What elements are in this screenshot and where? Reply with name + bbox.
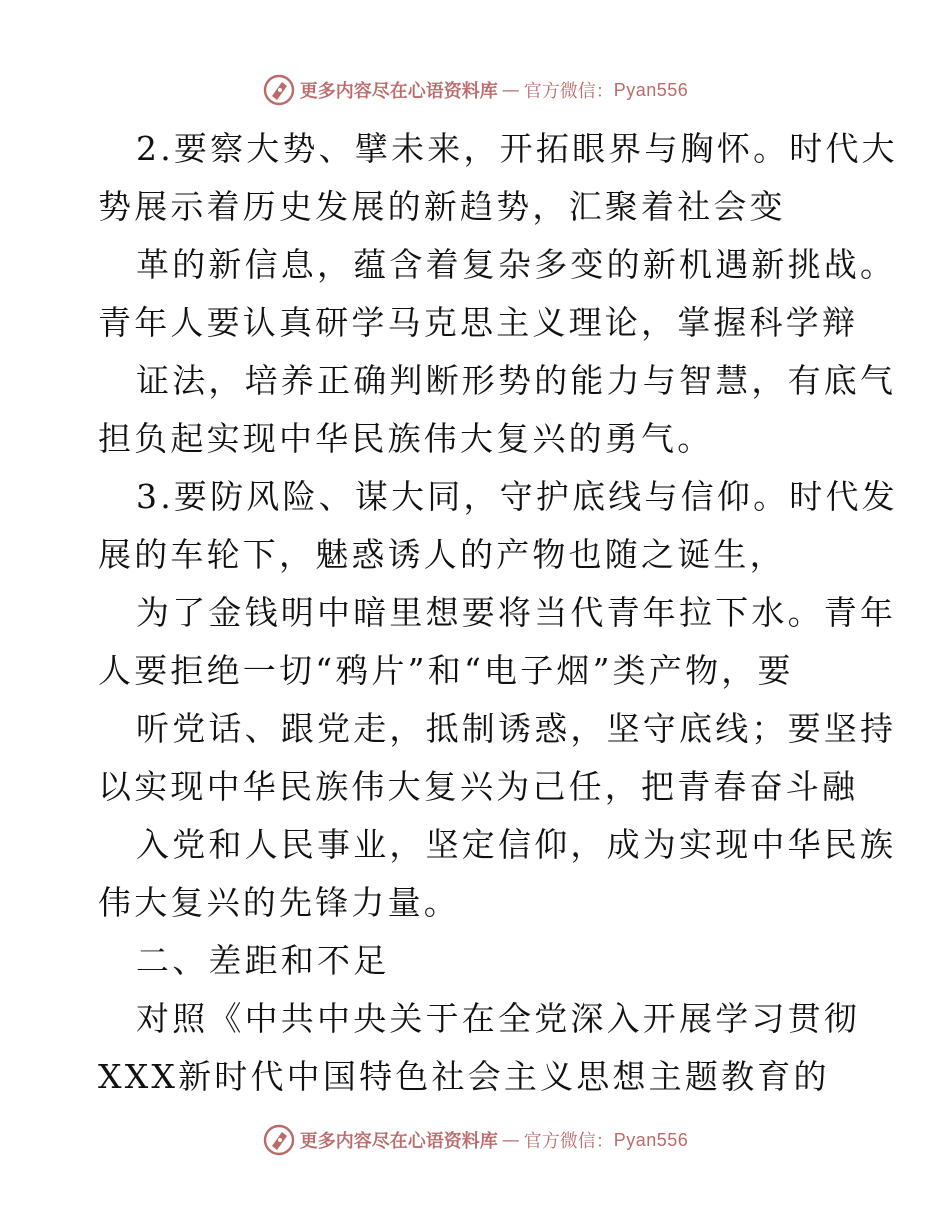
watermark-brand: 更多内容尽在心语资料库 [299,1131,498,1152]
text-line: 入党和人民事业，坚定信仰，成为实现中华民族 [136,825,897,864]
watermark-dash: — [501,1129,520,1151]
watermark-dash: — [501,79,520,101]
text-line: 人要拒绝一切“鸦片”和“电子烟”类产物，要 [98,651,794,690]
text-line: 听党话、跟党走，抵制诱惑，坚守底线；要坚持 [136,709,897,748]
watermark-account: Pyan556 [613,1129,689,1150]
section-heading: 二、差距和不足 [136,941,390,980]
text-line: 势展示着历史发展的新趋势，汇聚着社会变 [98,187,786,226]
text-line: 展的车轮下，魅惑诱人的产物也随之诞生， [98,535,786,574]
text-line: 为了金钱明中暗里想要将当代青年拉下水。青年 [136,593,897,632]
header-watermark [0,70,950,110]
text-line: XXX新时代中国特色社会主义思想主题教育的 [98,1057,830,1096]
document-body [98,120,898,1106]
pen-nib-logo-icon [262,1123,296,1157]
watermark-label: 官方微信： [523,1131,614,1152]
text-line: 证法，培养正确判断形势的能力与智慧，有底气 [136,361,897,400]
text-line: 伟大复兴的先锋力量。 [98,883,460,922]
text-line: 对照《中共中央关于在全党深入开展学习贯彻 [136,999,860,1038]
text-line: 以实现中华民族伟大复兴为己任，把青春奋斗融 [98,767,859,806]
text-line: 青年人要认真研学马克思主义理论，掌握科学辩 [98,303,859,342]
text-line: 2.要察大势、擘未来，开拓眼界与胸怀。时代大 [136,129,898,168]
pen-nib-logo-icon [262,73,296,107]
text-line: 3.要防风险、谋大同，守护底线与信仰。时代发 [136,477,898,516]
footer-watermark [0,1120,950,1160]
text-line: 担负起实现中华民族伟大复兴的勇气。 [98,419,714,458]
watermark-account: Pyan556 [613,79,689,100]
text-line: 革的新信息，蕴含着复杂多变的新机遇新挑战。 [136,245,897,284]
watermark-brand: 更多内容尽在心语资料库 [299,81,498,102]
watermark-label: 官方微信： [523,81,614,102]
